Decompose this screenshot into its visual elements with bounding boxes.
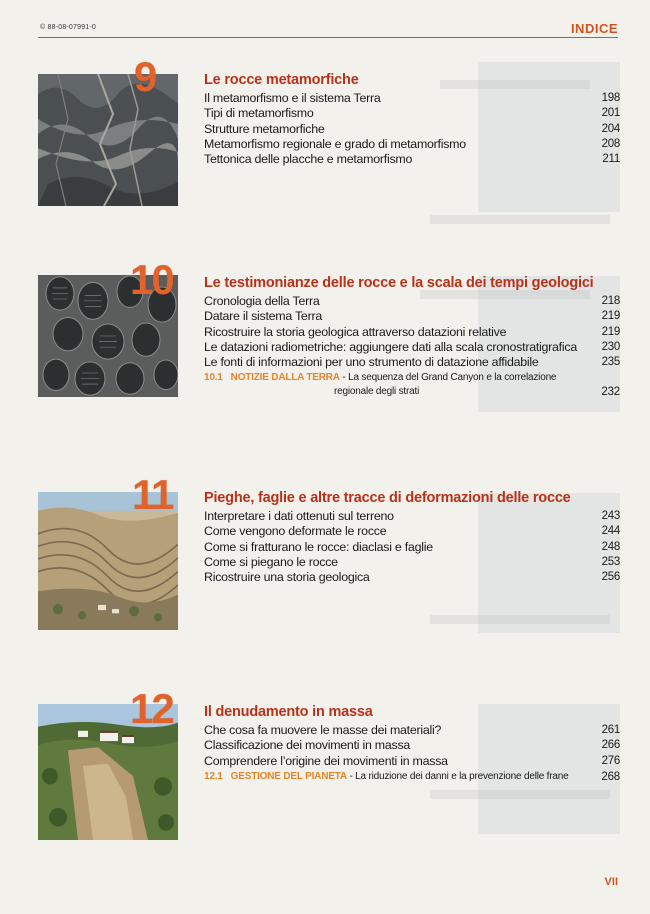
entry-title: Le datazioni radiometriche: aggiungere dati alla scala cronostratigrafica bbox=[204, 339, 577, 354]
toc-entry[interactable] bbox=[204, 152, 620, 167]
feature-text-continued: regionale degli strati bbox=[334, 386, 420, 398]
isbn-code: © 88-08-07991-0 bbox=[40, 24, 97, 31]
bleed-through-line bbox=[430, 215, 610, 224]
chapter-9-photo-folded-rock bbox=[38, 74, 178, 206]
section-label: INDICE bbox=[570, 21, 618, 36]
entry-title: Interpretare i dati ottenuti sul terreno bbox=[204, 509, 394, 523]
toc-entry[interactable] bbox=[204, 309, 620, 324]
toc-entry[interactable] bbox=[204, 137, 620, 152]
chapter-entries bbox=[204, 294, 620, 399]
entry-page: 244 bbox=[601, 525, 620, 538]
toc-entry[interactable] bbox=[204, 570, 620, 585]
toc-entry[interactable] bbox=[204, 524, 620, 539]
entry-page: 198 bbox=[601, 92, 620, 104]
toc-entry[interactable] bbox=[204, 325, 620, 340]
feature-label: NOTIZIE DALLA TERRA bbox=[230, 372, 340, 384]
entry-page: 218 bbox=[601, 295, 620, 307]
feature-text: - La sequenza del Grand Canyon e la correlazione bbox=[342, 372, 557, 384]
entry-page: 261 bbox=[601, 724, 620, 736]
chapter-11 bbox=[38, 471, 620, 630]
chapter-9 bbox=[38, 53, 620, 212]
toc-entry[interactable] bbox=[204, 355, 620, 370]
entry-title: Il metamorfismo e il sistema Terra bbox=[204, 91, 381, 105]
chapter-title[interactable]: Pieghe, faglie e altre tracce di deformazioni delle rocce bbox=[204, 490, 571, 506]
entry-title: Cronologia della Terra bbox=[204, 294, 320, 308]
chapter-10 bbox=[38, 256, 620, 415]
toc-entry[interactable] bbox=[204, 91, 620, 106]
toc-entry[interactable] bbox=[204, 340, 620, 355]
entry-title: Metamorfismo regionale e grado di metamorfismo bbox=[204, 136, 466, 151]
feature-page: 268 bbox=[601, 770, 620, 783]
feature-page: 232 bbox=[601, 386, 620, 399]
entry-title: Datare il sistema Terra bbox=[204, 309, 322, 324]
entry-page: 253 bbox=[601, 555, 620, 568]
entry-title: Classificazione dei movimenti in massa bbox=[204, 738, 411, 753]
entry-title: Ricostruire una storia geologica bbox=[204, 570, 370, 585]
entry-page: 248 bbox=[601, 540, 620, 553]
chapter-number: 9 bbox=[134, 53, 156, 100]
entry-page: 266 bbox=[601, 739, 620, 752]
toc-entry[interactable] bbox=[204, 122, 620, 137]
entry-page: 208 bbox=[601, 137, 620, 150]
page-folio: VII bbox=[604, 876, 618, 888]
feature-code: 12.1 bbox=[204, 770, 223, 782]
chapter-entries bbox=[204, 723, 620, 784]
chapter-title[interactable]: Il denudamento in massa bbox=[204, 704, 373, 720]
chapter-number: 12 bbox=[130, 685, 173, 732]
toc-entry[interactable] bbox=[204, 754, 620, 769]
entry-page: 256 bbox=[601, 571, 620, 584]
entry-title: Come si fratturano le rocce: diaclasi e faglie bbox=[204, 539, 433, 554]
toc-entry[interactable] bbox=[204, 509, 620, 524]
entry-title: Che cosa fa muovere le masse dei materiali? bbox=[204, 723, 442, 737]
entry-title: Tettonica delle placche e metamorfismo bbox=[204, 152, 413, 167]
entry-title: Comprendere l’origine dei movimenti in massa bbox=[204, 753, 448, 768]
toc-entry[interactable] bbox=[204, 738, 620, 753]
feature-text: - La riduzione dei danni e la prevenzione delle frane bbox=[349, 770, 569, 782]
chapter-number: 11 bbox=[132, 471, 173, 518]
toc-entry[interactable] bbox=[204, 106, 620, 121]
header-rule bbox=[38, 37, 618, 38]
toc-entry[interactable] bbox=[204, 555, 620, 570]
entry-title: Tipi di metamorfismo bbox=[204, 106, 314, 121]
entry-page: 211 bbox=[602, 153, 620, 166]
chapter-number: 10 bbox=[130, 256, 173, 303]
entry-page: 204 bbox=[601, 122, 620, 135]
entry-page: 235 bbox=[601, 356, 620, 369]
boxed-feature-entry[interactable] bbox=[204, 770, 620, 784]
entry-page: 276 bbox=[601, 754, 620, 767]
chapter-entries bbox=[204, 91, 620, 167]
entry-title: Ricostruire la storia geologica attraverso datazioni relative bbox=[204, 324, 507, 339]
toc-entry[interactable] bbox=[204, 723, 620, 738]
toc-entry[interactable] bbox=[204, 540, 620, 555]
entry-title: Le fonti di informazioni per uno strumento di datazione affidabile bbox=[204, 355, 539, 370]
toc-entry[interactable] bbox=[204, 294, 620, 309]
entry-page: 201 bbox=[601, 107, 620, 120]
boxed-feature-entry[interactable] bbox=[204, 371, 620, 399]
entry-title: Strutture metamorfiche bbox=[204, 121, 325, 136]
chapter-entries bbox=[204, 509, 620, 585]
feature-code: 10.1 bbox=[204, 372, 223, 384]
entry-title: Come vengono deformate le rocce bbox=[204, 524, 387, 539]
chapter-title[interactable]: Le rocce metamorfiche bbox=[204, 72, 359, 88]
entry-page: 219 bbox=[601, 310, 620, 323]
chapter-12 bbox=[38, 685, 620, 844]
entry-page: 243 bbox=[601, 510, 620, 522]
feature-label: GESTIONE DEL PIANETA bbox=[230, 770, 347, 782]
entry-page: 230 bbox=[601, 340, 620, 353]
entry-title: Come si piegano le rocce bbox=[204, 554, 338, 569]
chapter-title[interactable]: Le testimonianze delle rocce e la scala dei tempi geologici bbox=[204, 275, 594, 291]
entry-page: 219 bbox=[601, 325, 620, 338]
